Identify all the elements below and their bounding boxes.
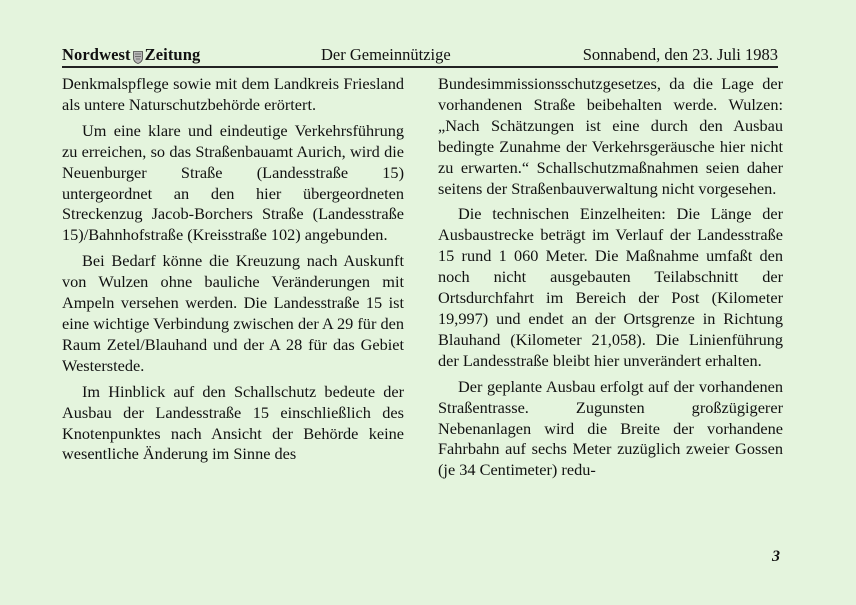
paragraph: Um eine klare und eindeutige Verkehrsführung zu erreichen, so das Straßenbauamt Aurich, wird die Neuenburger Straße (Landesstraße 15) untergeordnet an den hier übergeordneten Streckenzug Jacob-Borchers Straße (Landesstraße 15)/Bahnhofstraße (Kreisstraße 102) angebunden.	[62, 120, 404, 245]
section-title: Der Gemeinnützige	[321, 45, 451, 64]
paragraph: Denkmalspflege sowie mit dem Landkreis Friesland als untere Naturschutzbehörde erörtert.	[62, 74, 404, 114]
paragraph: Im Hinblick auf den Schallschutz bedeute der Ausbau der Landesstraße 15 einschließlich des Knotenpunktes nach Ansicht der Behörde keine wesentliche Änderung im Sinne des	[62, 381, 404, 464]
newspaper-name	[62, 45, 200, 65]
left-column	[62, 74, 404, 470]
page-header	[62, 42, 778, 68]
paragraph: Bundesimmissionsschutzgesetzes, da die Lage der vorhandenen Straße beibehalten werde. Wulzen: „Nach Schätzungen ist eine durch den Ausbau bedingte Zunahme der Verkehrsgeräusche hier nicht zu erwarten.“ Schallschutzmaßnahmen seien daher seitens der Straßenbauverwaltung nicht vorgesehen.	[438, 74, 783, 198]
paragraph: Bei Bedarf könne die Kreuzung nach Auskunft von Wulzen ohne bauliche Veränderungen mit Ampeln versehen werden. Die Landesstraße 15 ist eine wichtige Verbindung zwischen der A 29 für den Raum Zetel/Blauhand und der A 28 für das Gebiet Westerstede.	[62, 251, 404, 375]
paragraph: Die technischen Einzelheiten: Die Länge der Ausbaustrecke beträgt im Verlauf der Landesstraße 15 rund 1 060 Meter. Die Maßnahme umfaßt den noch nicht ausgebauten Teilabschnitt der Ortsdurchfahrt im Bereich der Post (Kilometer 19,997) und endet an der Ortsgrenze in Richtung Blauhand (Kilometer 21,058). Die Linienführung der Landesstraße bleibt hier unverändert erhalten.	[438, 204, 783, 370]
right-column	[438, 74, 783, 486]
newspaper-name-part1: Nordwest	[62, 45, 131, 64]
newspaper-crest-icon	[133, 49, 143, 62]
page-number: 3	[772, 548, 780, 565]
newspaper-name-part2: Zeitung	[144, 45, 201, 64]
issue-date: Sonnabend, den 23. Juli 1983	[582, 45, 778, 64]
paragraph: Der geplante Ausbau erfolgt auf der vorhandenen Straßentrasse. Zugunsten großzügigerer Nebenanlagen wird die Breite der vorhandene Fahrbahn auf sechs Meter zuzüglich zweier Gossen (je 34 Centimeter) redu-	[438, 376, 783, 480]
